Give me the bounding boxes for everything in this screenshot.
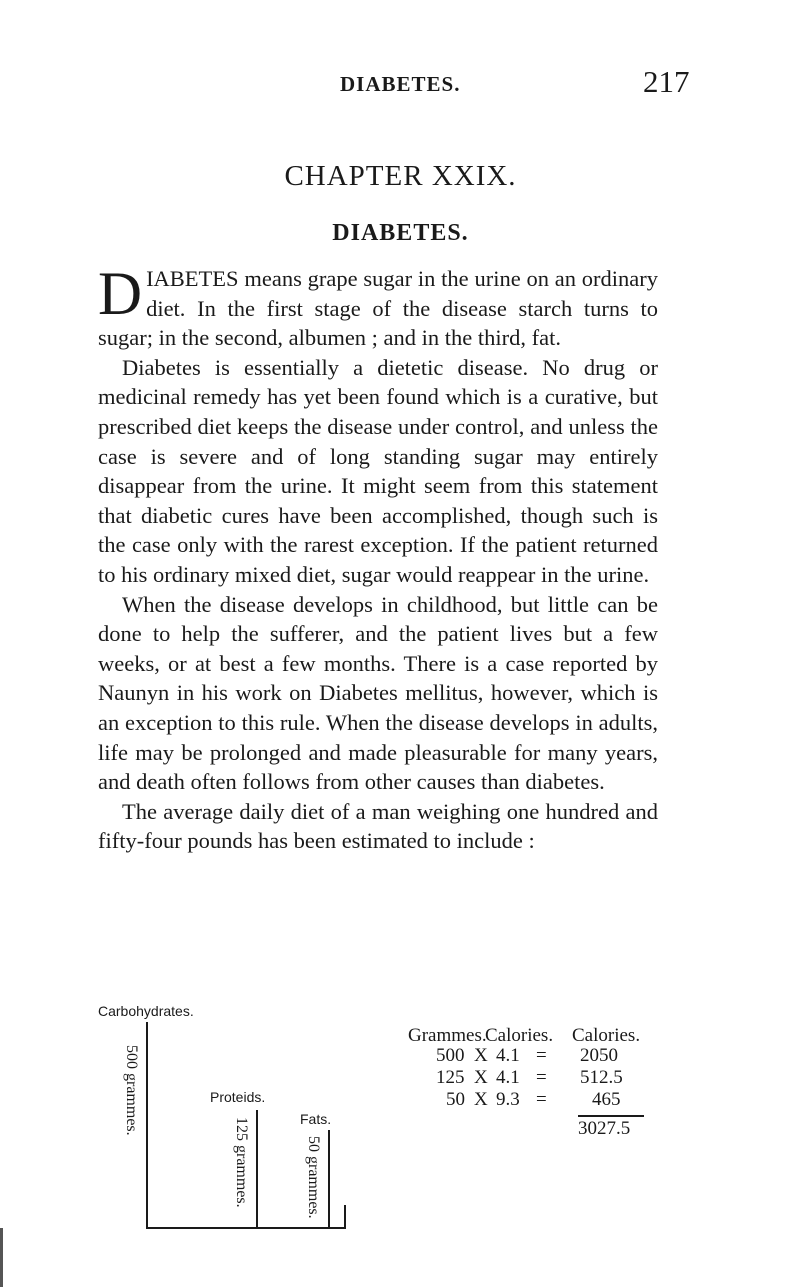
fats-end-tick (344, 1205, 346, 1228)
drop-cap: D (98, 261, 143, 328)
row-1-calories: 4.1 (496, 1045, 520, 1066)
proteids-label: Proteids. (210, 1089, 266, 1105)
paragraph-2: Diabetes is essentially a dietetic disease. No drug or medicinal remedy has yet been found which is a curative, but prescribed diet keeps the disease under control, and unless the case is severe and of long standing sugar may entirely disappear from the urine. It might seem from this statement that diabetic cures have been accomplished, though such is the case only with the rarest exception. If the patient returned to his ordinary mixed diet, sugar would reappear in the urine. (98, 354, 658, 587)
calories-header: Calories. (485, 1025, 554, 1046)
row-2-calories: 4.1 (496, 1067, 520, 1088)
chapter-title: CHAPTER XXIX. (284, 160, 517, 192)
fats-amount: 50 grammes. (305, 1136, 322, 1219)
row-2-total: 512.5 (580, 1067, 623, 1088)
row-3-eq: = (536, 1089, 547, 1110)
row-2-eq: = (536, 1067, 547, 1088)
row-3-calories: 9.3 (496, 1089, 520, 1110)
total-calories-header: Calories. (572, 1025, 641, 1046)
carbohydrates-bar-line (146, 1022, 148, 1228)
running-title: DIABETES. (340, 72, 461, 96)
row-3-total: 465 (592, 1089, 621, 1110)
row-3-grammes: 50 (446, 1089, 465, 1110)
calorie-sum: 3027.5 (578, 1118, 631, 1139)
sum-rule (578, 1115, 644, 1117)
carbohydrates-label: Carbohydrates. (98, 1003, 194, 1019)
row-1-total: 2050 (580, 1045, 618, 1066)
section-title: DIABETES. (332, 220, 469, 246)
fats-label: Fats. (300, 1111, 332, 1127)
paragraph-4: The average daily diet of a man weighing one hundred and fifty-four pounds has been estimated to include : (98, 798, 658, 854)
row-2-op: X (474, 1067, 488, 1088)
row-1-grammes: 500 (436, 1045, 465, 1066)
proteids-amount: 125 grammes. (233, 1117, 250, 1208)
proteids-bar-line (256, 1110, 258, 1228)
row-1-eq: = (536, 1045, 547, 1066)
grammes-header: Grammes. (408, 1025, 487, 1046)
page-edge-shadow (0, 1228, 3, 1287)
fats-bar-line (328, 1130, 330, 1228)
row-2-grammes: 125 (436, 1067, 465, 1088)
paragraph-1-text: IABETES means grape sugar in the urine on an ordinary diet. In the first stage of the disease starch turns to sugar; in the second, albumen ; and in the third, fat. (98, 266, 658, 351)
figure-baseline (146, 1227, 346, 1229)
row-3-op: X (474, 1089, 488, 1110)
row-1-op: X (474, 1045, 488, 1066)
paragraph-3: When the disease develops in childhood, but little can be done to help the sufferer, and the patient lives but a few weeks, or at best a few months. There is a case reported by Naunyn in his work on Diabetes mellitus, however, which is an exception to this rule. When the disease develops in adults, life may be prolonged and made pleasurable for many years, and death often follows from other causes than diabetes. (98, 591, 658, 795)
carbohydrates-amount: 500 grammes. (123, 1045, 140, 1136)
page-number: 217 (643, 64, 690, 99)
